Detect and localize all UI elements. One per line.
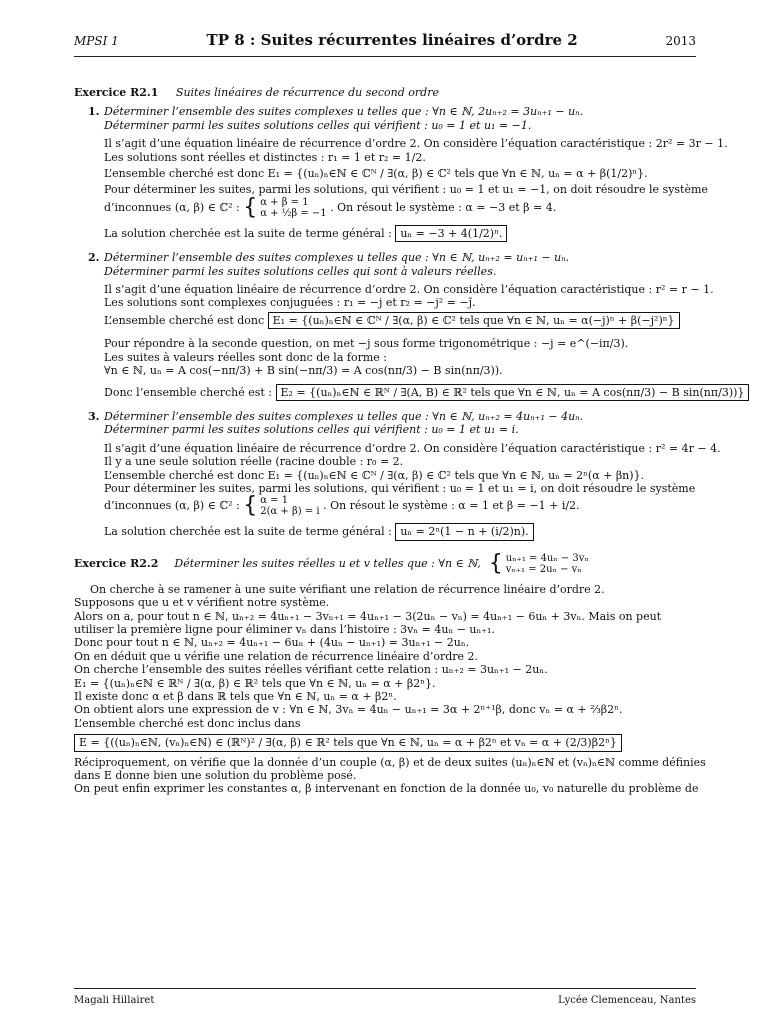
solution-line: On cherche à se ramener à une suite vérifiant une relation de récurrence linéaire d’ordre 2. [90, 582, 605, 596]
question-1-number: 1. [88, 105, 100, 119]
brace-icon: { [243, 493, 258, 519]
boxed-result: E₂ = {(uₙ)ₙ∈ℕ ∈ ℝᴺ / ∃(A, B) ∈ ℝ² tels que ∀n ∈ ℕ, uₙ = A cos(nπ/3) − B sin(nπ/3))} [276, 384, 750, 401]
equation-system [243, 495, 319, 517]
answer-line: Pour déterminer les suites, parmi les solutions, qui vérifient : u₀ = 1 et u₁ = i, on doit résoudre le système [104, 481, 696, 495]
system-suffix: . On résout le système : α = 1 et β = −1 + i/2. [323, 499, 580, 513]
solution-line: Supposons que u et v vérifient notre système. [74, 596, 330, 610]
header-title: TP 8 : Suites récurrentes linéaires d’ordre 2 [206, 31, 578, 49]
solution-line: On en déduit que u vérifie une relation de récurrence linéaire d’ordre 2. [74, 649, 479, 663]
boxed-result: uₙ = −3 + 4(1/2)ⁿ. [395, 225, 507, 242]
solution-line: utiliser la première ligne pour éliminer vₙ dans l’histoire : 3vₙ = 4uₙ − uₙ₊₁. [74, 622, 495, 636]
conclusion-line [104, 523, 696, 540]
exercise-2-label: Exercice R2.2 [74, 557, 159, 571]
system-line [104, 194, 696, 220]
page-footer [74, 988, 696, 1007]
brace-icon: { [243, 194, 258, 220]
answer-line: Il y a une seule solution réelle (racine double : r₀ = 2. [104, 455, 404, 469]
system-row: 2(α + β) = i [260, 506, 320, 518]
conclusion-text: La solution cherchée est la suite de terme général : [104, 226, 392, 240]
question-3 [74, 409, 721, 541]
exercise-2-solution [74, 582, 706, 796]
question-1 [74, 105, 728, 242]
header-year: 2013 [665, 34, 696, 48]
system-suffix: . On résout le système : α = −3 et β = 4. [330, 200, 557, 214]
conclusion-text: Donc l’ensemble cherché est : [104, 385, 272, 399]
solution-line: E₁ = {(uₙ)ₙ∈ℕ ∈ ℝᴺ / ∃(α, β) ∈ ℝ² tels que ∀n ∈ ℕ, uₙ = α + β2ⁿ}. [74, 676, 436, 690]
answer-line: Les suites à valeurs réelles sont donc de la forme : [104, 350, 387, 364]
page-header [74, 31, 696, 57]
question-3-number: 3. [88, 409, 100, 423]
answer-line: Il s’agit d’une équation linéaire de récurrence d’ordre 2. On considère l’équation caractéristique : r² = r − 1. [104, 283, 714, 297]
question-1-statement-line: Déterminer parmi les suites solutions celles qui vérifient : u₀ = 1 et u₁ = −1. [104, 118, 532, 132]
brace-icon: { [488, 550, 503, 576]
solution-line: On cherche l’ensemble des suites réelles vérifiant cette relation : uₙ₊₂ = 3uₙ₊₁ − 2uₙ. [74, 663, 548, 677]
system-row: α + ½β = −1 [260, 207, 327, 219]
question-2 [74, 251, 745, 401]
answer-line: Il s’agit d’une équation linéaire de récurrence d’ordre 2. On considère l’équation caractéristique : 2r² = 3r − 1. [104, 137, 728, 151]
system-line [104, 495, 696, 517]
conclusion-line [104, 225, 696, 242]
answer-line: Il s’agit d’une équation linéaire de récurrence d’ordre 2. On considère l’équation caractéristique : r² = 4r − 4. [104, 441, 721, 455]
answer-line: Les solutions sont réelles et distinctes : r₁ = 1 et r₂ = 1/2. [104, 150, 426, 164]
boxed-set-line [74, 734, 696, 751]
exercise-1-subtitle: Suites linéaires de récurrence du second ordre [175, 86, 439, 99]
solution-line: dans E donne bien une solution du problème posé. [74, 769, 357, 783]
question-3-statement-line: Déterminer l’ensemble des suites complexes u telles que : ∀n ∈ ℕ, uₙ₊₂ = 4uₙ₊₁ − 4uₙ. [104, 409, 584, 423]
conclusion-text: La solution cherchée est la suite de terme général : [104, 525, 392, 539]
solution-line: Il existe donc α et β dans ℝ tels que ∀n ∈ ℕ, uₙ = α + β2ⁿ. [74, 690, 397, 703]
exercise-2-heading [74, 550, 696, 576]
set-prefix: L’ensemble cherché est donc [104, 313, 265, 327]
answer-line: ∀n ∈ ℕ, uₙ = A cos(−nπ/3) + B sin(−nπ/3) = A cos(nπ/3) − B sin(nπ/3)). [104, 364, 503, 378]
exercise-1-heading [74, 86, 696, 99]
solution-line: L’ensemble cherché est donc inclus dans [74, 716, 301, 730]
answer-line: Pour répondre à la seconde question, on met −j sous forme trigonométrique : −j = e^(−iπ/3). [104, 337, 629, 351]
system-row: α + β = 1 [260, 196, 309, 208]
solution-line: Donc pour tout n ∈ ℕ, uₙ₊₂ = 4uₙ₊₁ − 6uₙ + (4uₙ − uₙ₊₁) = 3uₙ₊₁ − 2uₙ. [74, 636, 470, 650]
question-2-number: 2. [88, 251, 100, 265]
solution-line: Alors on a, pour tout n ∈ ℕ, uₙ₊₂ = 4uₙ₊₁ − 3vₙ₊₁ = 4uₙ₊₁ − 3(2uₙ − vₙ) = 4uₙ₊₁ − 6uₙ + 3vₙ. Mais on peut [74, 609, 662, 623]
conclusion-line [104, 384, 745, 401]
boxed-result: E = {((uₙ)ₙ∈ℕ, (vₙ)ₙ∈ℕ) ∈ (ℝᴺ)² / ∃(α, β) ∈ ℝ² tels que ∀n ∈ ℕ, uₙ = α + β2ⁿ et vₙ = α + (2/3)β2ⁿ} [74, 734, 622, 751]
system-row: uₙ₊₁ = 4uₙ − 3vₙ [505, 552, 589, 564]
question-3-statement-line: Déterminer parmi les suites solutions celles qui vérifient : u₀ = 1 et u₁ = i. [104, 423, 519, 437]
equation-system [488, 550, 589, 576]
system-row: vₙ₊₁ = 2uₙ − vₙ [505, 563, 582, 575]
answer-line: Les solutions sont complexes conjuguées : r₁ = −j et r₂ = −j² = −j̄. [104, 296, 476, 310]
answer-line: L’ensemble cherché est donc E₁ = {(uₙ)ₙ∈ℕ ∈ ℂᴺ / ∃(α, β) ∈ ℂ² tels que ∀n ∈ ℕ, uₙ = α + β(1/2)ⁿ}. [104, 167, 648, 181]
question-2-statement-line: Déterminer parmi les suites solutions celles qui sont à valeurs réelles. [104, 264, 497, 278]
footer-school: Lycée Clemenceau, Nantes [558, 994, 696, 1006]
exercise-1-label: Exercice R2.1 [74, 86, 159, 99]
main-content [74, 86, 745, 796]
set-line [104, 312, 696, 329]
answer-line: L’ensemble cherché est donc E₁ = {(uₙ)ₙ∈ℕ ∈ ℂᴺ / ∃(α, β) ∈ ℂ² tels que ∀n ∈ ℕ, uₙ = 2ⁿ(α + βn)}. [104, 468, 645, 482]
solution-line: On obtient alors une expression de v : ∀n ∈ ℕ, 3vₙ = 4uₙ − uₙ₊₁ = 3α + 2ⁿ⁺¹β, donc vₙ = α + ⅔β2ⁿ. [74, 703, 623, 717]
answer-line: Pour déterminer les suites, parmi les solutions, qui vérifient : u₀ = 1 et u₁ = −1, on doit résoudre le système [104, 183, 708, 197]
exercise-2-statement: Déterminer les suites réelles u et v telles que : ∀n ∈ ℕ, [174, 557, 481, 571]
equation-system [243, 194, 327, 220]
question-1-statement-line: Déterminer l’ensemble des suites complexes u telles que : ∀n ∈ ℕ, 2uₙ₊₂ = 3uₙ₊₁ − uₙ. [104, 105, 584, 119]
system-prefix: d’inconnues (α, β) ∈ ℂ² : [104, 499, 240, 513]
question-2-statement-line: Déterminer l’ensemble des suites complexes u telles que : ∀n ∈ ℕ, uₙ₊₂ = uₙ₊₁ − uₙ. [104, 251, 570, 265]
system-prefix: d’inconnues (α, β) ∈ ℂ² : [104, 200, 240, 214]
solution-line: Réciproquement, on vérifie que la donnée d’un couple (α, β) et de deux suites (uₙ)ₙ∈ℕ et (vₙ)ₙ∈ℕ comme définies [74, 755, 706, 769]
boxed-result: uₙ = 2ⁿ(1 − n + (i/2)n). [395, 523, 533, 540]
header-class: MPSI 1 [74, 34, 119, 48]
boxed-result: E₁ = {(uₙ)ₙ∈ℕ ∈ ℂᴺ / ∃(α, β) ∈ ℂ² tels que ∀n ∈ ℕ, uₙ = α(−j)ⁿ + β(−j²)ⁿ} [268, 312, 680, 329]
solution-line: On peut enfin exprimer les constantes α, β intervenant en fonction de la donnée u₀, v₀ naturelle du problème de [74, 782, 699, 796]
footer-author: Magali Hillairet [74, 994, 155, 1006]
system-row: α = 1 [260, 495, 289, 507]
